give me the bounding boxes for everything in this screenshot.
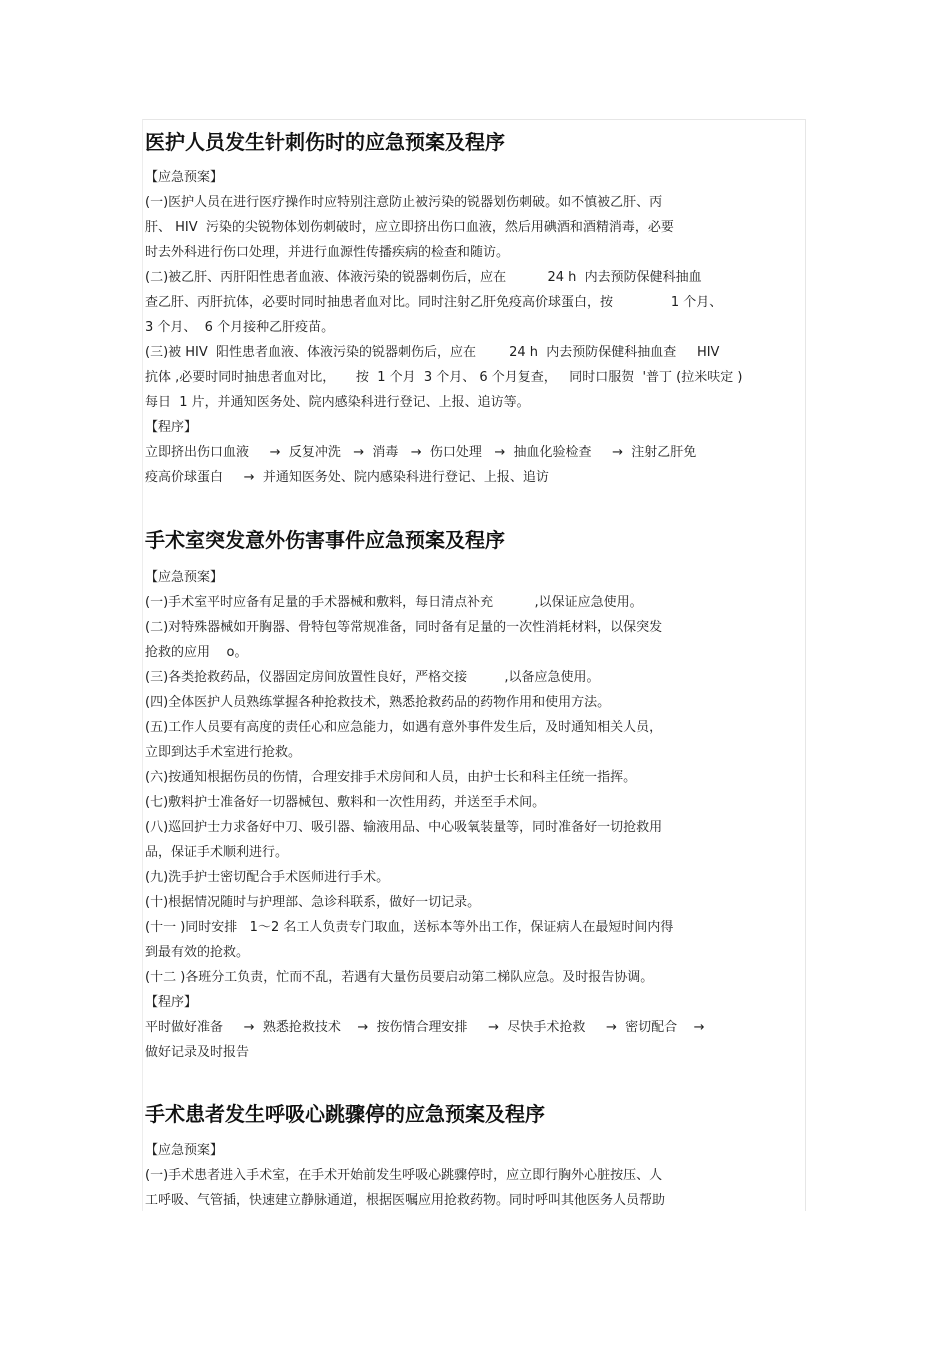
text-line: 做好记录及时报告 [145, 1045, 250, 1060]
text-line: (三)各类抢救药品，仪器固定房间放置性良好，严格交接 ,以备应急使用。 [145, 670, 600, 685]
text-line: (十)根据情况随时与护理部、急诊科联系，做好一切记录。 [145, 895, 481, 910]
text-line: 立即挤出伤口血液 → 反复冲洗 → 消毒 → 伤口处理 → 抽血化验检查 → 注射乙肝免 [145, 445, 697, 460]
text-line: (二)被乙肝、丙肝阳性患者血液、体液污染的锐器刺伤后，应在 24 h 内去预防保健科抽血 [145, 270, 702, 285]
text-line: (九)洗手护士密切配合手术医师进行手术。 [145, 870, 390, 885]
text-line: 3 个月、 6 个月接种乙肝疫苗。 [145, 320, 335, 335]
text-line: (三)被 HIV 阳性患者血液、体液污染的锐器刺伤后，应在 24 h 内去预防保健科抽血查 HIV [145, 345, 720, 360]
text-line: 品，保证手术顺利进行。 [145, 845, 289, 860]
text-line: 查乙肝、丙肝抗体，必要时同时抽患者血对比。同时注射乙肝免疫高价球蛋白，按 1 个月、 [145, 295, 723, 310]
section-body-needlestick [145, 165, 742, 490]
text-line: 疫高价球蛋白 → 并通知医务处、院内感染科进行登记、上报、追访 [145, 470, 549, 485]
text-line: (二)对特殊器械如开胸器、骨特包等常规准备，同时备有足量的一次性消耗材料，以保突发 [145, 620, 663, 635]
section-title-needlestick: 医护人员发生针刺伤时的应急预案及程序 [145, 130, 505, 154]
text-line: 抗体 ,必要时同时抽患者血对比， 按 1 个月 3 个月、 6 个月复查， 同时口服贺 '普丁 (拉米呋定 ) [145, 370, 743, 385]
text-line: 【程序】 [145, 995, 198, 1010]
document-page [142, 119, 806, 1211]
text-line: (八)巡回护士力求备好中刀、吸引器、输液用品、中心吸氧装量等，同时准备好一切抢救用 [145, 820, 663, 835]
section-title-or-emergency: 手术室突发意外伤害事件应急预案及程序 [145, 528, 505, 552]
text-line: 工呼吸、气管插，快速建立静脉通道，根据医嘱应用抢救药物。同时呼叫其他医务人员帮助 [145, 1193, 666, 1208]
text-line: 肝、 HIV 污染的尖锐物体划伤刺破时，应立即挤出伤口血液，然后用碘酒和酒精消毒，必要 [145, 220, 674, 235]
text-line: (一)手术患者进入手术室，在手术开始前发生呼吸心跳骤停时，应立即行胸外心脏按压、人 [145, 1168, 663, 1183]
text-line: (六)按通知根据伤员的伤情，合理安排手术房间和人员，由护士长和科主任统一指挥。 [145, 770, 637, 785]
text-line: 到最有效的抢救。 [145, 945, 250, 960]
text-line: 【应急预案】 [145, 570, 224, 585]
text-line: (十二 )各班分工负责，忙而不乱，若遇有大量伤员要启动第二梯队应急。及时报告协调。 [145, 970, 654, 985]
text-line: 每日 1 片，并通知医务处、院内感染科进行登记、上报、追访等。 [145, 395, 530, 410]
section-title-cardiac-arrest: 手术患者发生呼吸心跳骤停的应急预案及程序 [145, 1102, 545, 1126]
text-line: (十一 )同时安排 1～2 名工人负责专门取血，送标本等外出工作，保证病人在最短时间内得 [145, 920, 674, 935]
text-line: (一)医护人员在进行医疗操作时应特别注意防止被污染的锐器划伤刺破。如不慎被乙肝、丙 [145, 195, 663, 210]
text-line: 【程序】 [145, 420, 198, 435]
section-body-or-emergency [145, 565, 705, 1065]
text-line: 【应急预案】 [145, 170, 224, 185]
text-line: 平时做好准备 → 熟悉抢救技术 → 按伤情合理安排 → 尽快手术抢救 → 密切配合 → [145, 1020, 705, 1035]
text-line: 抢救的应用 o。 [145, 645, 248, 660]
text-line: 【应急预案】 [145, 1143, 224, 1158]
text-line: (七)敷料护士准备好一切器械包、敷料和一次性用药，并送至手术间。 [145, 795, 546, 810]
text-line: 立即到达手术室进行抢救。 [145, 745, 302, 760]
text-line: 时去外科进行伤口处理，并进行血源性传播疾病的检查和随访。 [145, 245, 510, 260]
text-line: (四)全体医护人员熟练掌握各种抢救技术，熟悉抢救药品的药物作用和使用方法。 [145, 695, 611, 710]
text-line: (五)工作人员要有高度的责任心和应急能力，如遇有意外事件发生后，及时通知相关人员， [145, 720, 663, 735]
section-body-cardiac-arrest [145, 1138, 665, 1211]
text-line: (一)手术室平时应备有足量的手术器械和敷料，每日清点补充 ,以保证应急使用。 [145, 595, 643, 610]
